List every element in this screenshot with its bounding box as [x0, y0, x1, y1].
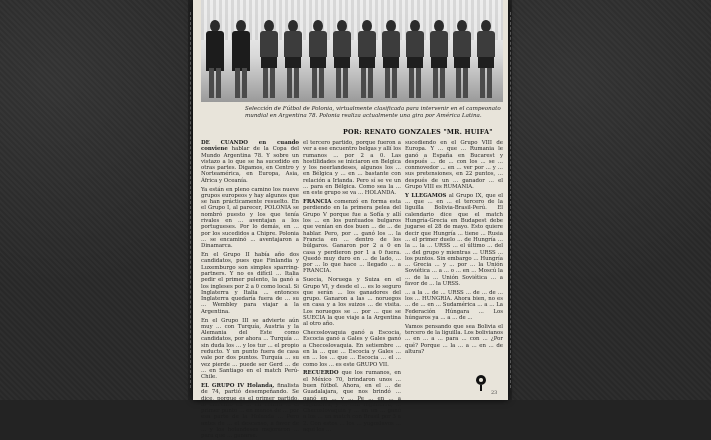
- photo-player: [283, 20, 303, 98]
- paragraph-lead: Y LLEGAMOS: [405, 192, 447, 199]
- magazine-logo-icon: [474, 374, 488, 392]
- article-paragraph: [405, 290, 503, 321]
- paragraph-lead: FRANCIA: [303, 199, 332, 206]
- author-byline: POR: RENATO GONZALES "MR. HUIFA": [343, 128, 493, 136]
- paragraph-text: Vamos pensando que sea Bolivia el tercero de la liguilla. Los bolivianos ... en ... a ... para ... con ... ¿Por qué? Porque ... la ... a ... en ... de altura?: [405, 323, 503, 355]
- article-paragraph: [405, 193, 503, 287]
- article-column-1: [201, 140, 299, 440]
- paragraph-text: En el Grupo III se advierte aún muy ... con Turquía, Austria y la Alemania del Este como candidatos, por ahora ... Turquía ... sin duda los ... y los tur ... el propio reducto. Y un punto fuera de casa vale por dos puntos. Turquía ... su vez pierde ... puede ser Gerd ... de ... en Santiago en el match Perú-Chile.: [201, 317, 299, 381]
- paragraph-text: Ya están en pleno camino los nueve grupos europeos y hay algunos que se han prácticamente resuelto. En el Grupo I, al parecer, POLONIA se nombró puesto y los que tenía rivales en ... aventajan a los portugueses. Por lo demás, en ... por los sucedidos a Chipre. Polonia ... se encaminó ... aventajaron a Dinamarca.: [201, 186, 299, 250]
- article-paragraph: [201, 187, 299, 250]
- paragraph-text: sucediendo en el Grupo VIII de Europa. Y ... que ... Rumania le ganó a España en Bucarest y después ... de ... con los ... se ... conmovedor ... en ... ver por ... y ... sus pretensiones, en 22 puntos, ... después de un ... ganador ... el Grupo VIII es RUMANIA.: [405, 140, 503, 191]
- leather-background-right: [512, 0, 711, 400]
- paragraph-lead: RECUERDO: [303, 370, 339, 377]
- article-column-2: [303, 140, 401, 434]
- team-photo: [201, 0, 503, 102]
- stitching-left: [190, 12, 191, 388]
- photo-caption: Selección de Fútbol de Polonia, virtualmente clasificada para intervenir en el campeonato mundial en Argentina 78. Polonia realiza actualmente una gira por América Latina.: [245, 106, 501, 119]
- paragraph-lead: DE CUANDO en cuando conviene: [201, 140, 299, 153]
- paragraph-text: que los rumanos, en el México 70, brindaron unos ... buen fútbol. Ahora, en el ... de Guadalajara, que nos brindó ... ganó en ... y ... Pe ... en ... a Inglaterra, y ... con Inglaterra, ... Checoslovaquia y ... en un ... ganó a los ... un match con Brasil por 3 a 2. Con estos ... los ... yugoslavos ... aquí los ...: [303, 370, 401, 434]
- photo-player: [452, 20, 472, 98]
- article-paragraph: [303, 370, 401, 433]
- article-paragraph: [303, 199, 401, 275]
- paragraph-text: Suecia, Noruega y Suiza en el Grupo VI, y desde el ... es lo seguro que serán ... los ganadores del grupo. Ganaron a las ... noruegos en casa y a los suizos ... de visita. Los noruegos se ... por ... que se SUECIA la que viaje a la Argentina al otro año.: [303, 277, 401, 328]
- photo-player: [405, 20, 425, 98]
- article-column-3: [405, 140, 503, 398]
- article-paragraph: [303, 330, 401, 368]
- photo-player: [259, 20, 279, 98]
- article-paragraph: [201, 383, 299, 440]
- article-paragraph: [201, 318, 299, 381]
- paragraph-text: ... a la ... de ... URSS ... de ... de ... los ... HUNGRIA. Ahora bien, no es ... de ... en ... Sudamérica ... a ... La Federación Húngara ... Los húngaros ya ... a ... de ...: [405, 289, 503, 322]
- photo-player: [357, 20, 377, 98]
- article-body: [201, 140, 503, 440]
- article-paragraph: [405, 324, 503, 355]
- article-paragraph: [303, 277, 401, 327]
- photo-person: [205, 20, 225, 98]
- magazine-page: [193, 0, 508, 440]
- page-number: 23: [491, 390, 498, 396]
- paragraph-text: al Grupo IX, que el ... que ... en ... el tercero de la liguilla Bolivia-Brasil-Perú. El calendario dice que el match Hungría-Grecia en Budapest debe jugarse el 28 de mayo. Esto quiere decir que Hungría ... tiene ... Rusia ... el primer duelo ... de Hungría ... la ... la ... URSS ... el último ... del ... del grupo y mientras ... URSS ... los puntos. Sin embargo ... Hungría ... Grecia ... y ... por ... la Unión Soviética ... a ... o ... en ... Moscú la ... de la ... Unión Soviética ... a favor de ... la URSS.: [405, 192, 503, 288]
- paragraph-text: comenzó en forma esta perdiendo en la primera pelea del Grupo V porque fue a Sofía y allí los ... en los puntuados bulgaros que venían en dos buen ... de ... de hablar. Pero, por ... ganó los ... la Francia en ... dentro de los búlgaros. Ganaron por 2 a 0 en casa y perdieron por 1 a 0 fuera. Quedó muy duro en ... de lado, ... por ... lo que hace ... llegado ... a FRANCIA.: [303, 199, 401, 275]
- paragraph-text: Checoslovaquia ganó a Escocia, Escocia ganó a Gales y Gales ganó a Checoslovaquia. En setiembre ... en la ... que ... Escocia y Gales ... en ... los ... que ... Escocia ... el ... como los ... es este GRUPO VII.: [303, 330, 401, 368]
- photo-player: [308, 20, 328, 98]
- paragraph-lead: EL GRUPO IV Holanda,: [201, 382, 275, 389]
- paragraph-text: En el Grupo II había año dos candidatos, pues que Finlandia y Luxemburgo son simples sparring-partners. Y no es difícil ... Italia pedir el primer pulento, la ganó a los ingleses por 2 a 0 como local. Si Inglaterra y Italia ... entonces Inglaterra quedaría fuera de ... su ... Wembley para viajar a la Argentina.: [201, 252, 299, 315]
- leather-background-left: [0, 0, 188, 400]
- photo-player: [381, 20, 401, 98]
- photo-player: [476, 20, 496, 98]
- photo-player: [429, 20, 449, 98]
- article-paragraph: [303, 140, 401, 197]
- paragraph-text: hablar de la Copa del Mundo Argentina 78. Y sobre un vistazo a lo que se ha sucedido en otras partes. Digamos, en Centro y Norteamérica, en Europa, Asia, África y Oceanía.: [201, 146, 299, 184]
- photo-person: [231, 20, 251, 98]
- article-paragraph: [405, 140, 503, 190]
- article-paragraph: [201, 252, 299, 315]
- article-paragraph: [201, 140, 299, 184]
- stitching-right: [510, 12, 511, 388]
- photo-player: [332, 20, 352, 98]
- paragraph-text: el tercero partido, porque fueron a ver a ese encuentro belgas y allí los rumanos ... por 2 a 0. Las hostilidades se iniciaron en Belgica y los neerlandeses, algunos los ... en Bélgica y ... en ... bastante con relación a Irlanda. Pero sí se ve un ... para en Bélgica. Como sea la ... en este grupo se va ... HOLANDA.: [303, 140, 401, 197]
- paragraph-text: finalista de 74, partió desempeñando. Se dice, porque es el primer partido, lo enfrentó en ... en contra ... el primer punto ... en manos de ... por esa parte de la Holanda ... Pero antes de ... el descanso, a favor de ... y los holandeses mejoraron ... para que ... ganarse.: [201, 382, 299, 440]
